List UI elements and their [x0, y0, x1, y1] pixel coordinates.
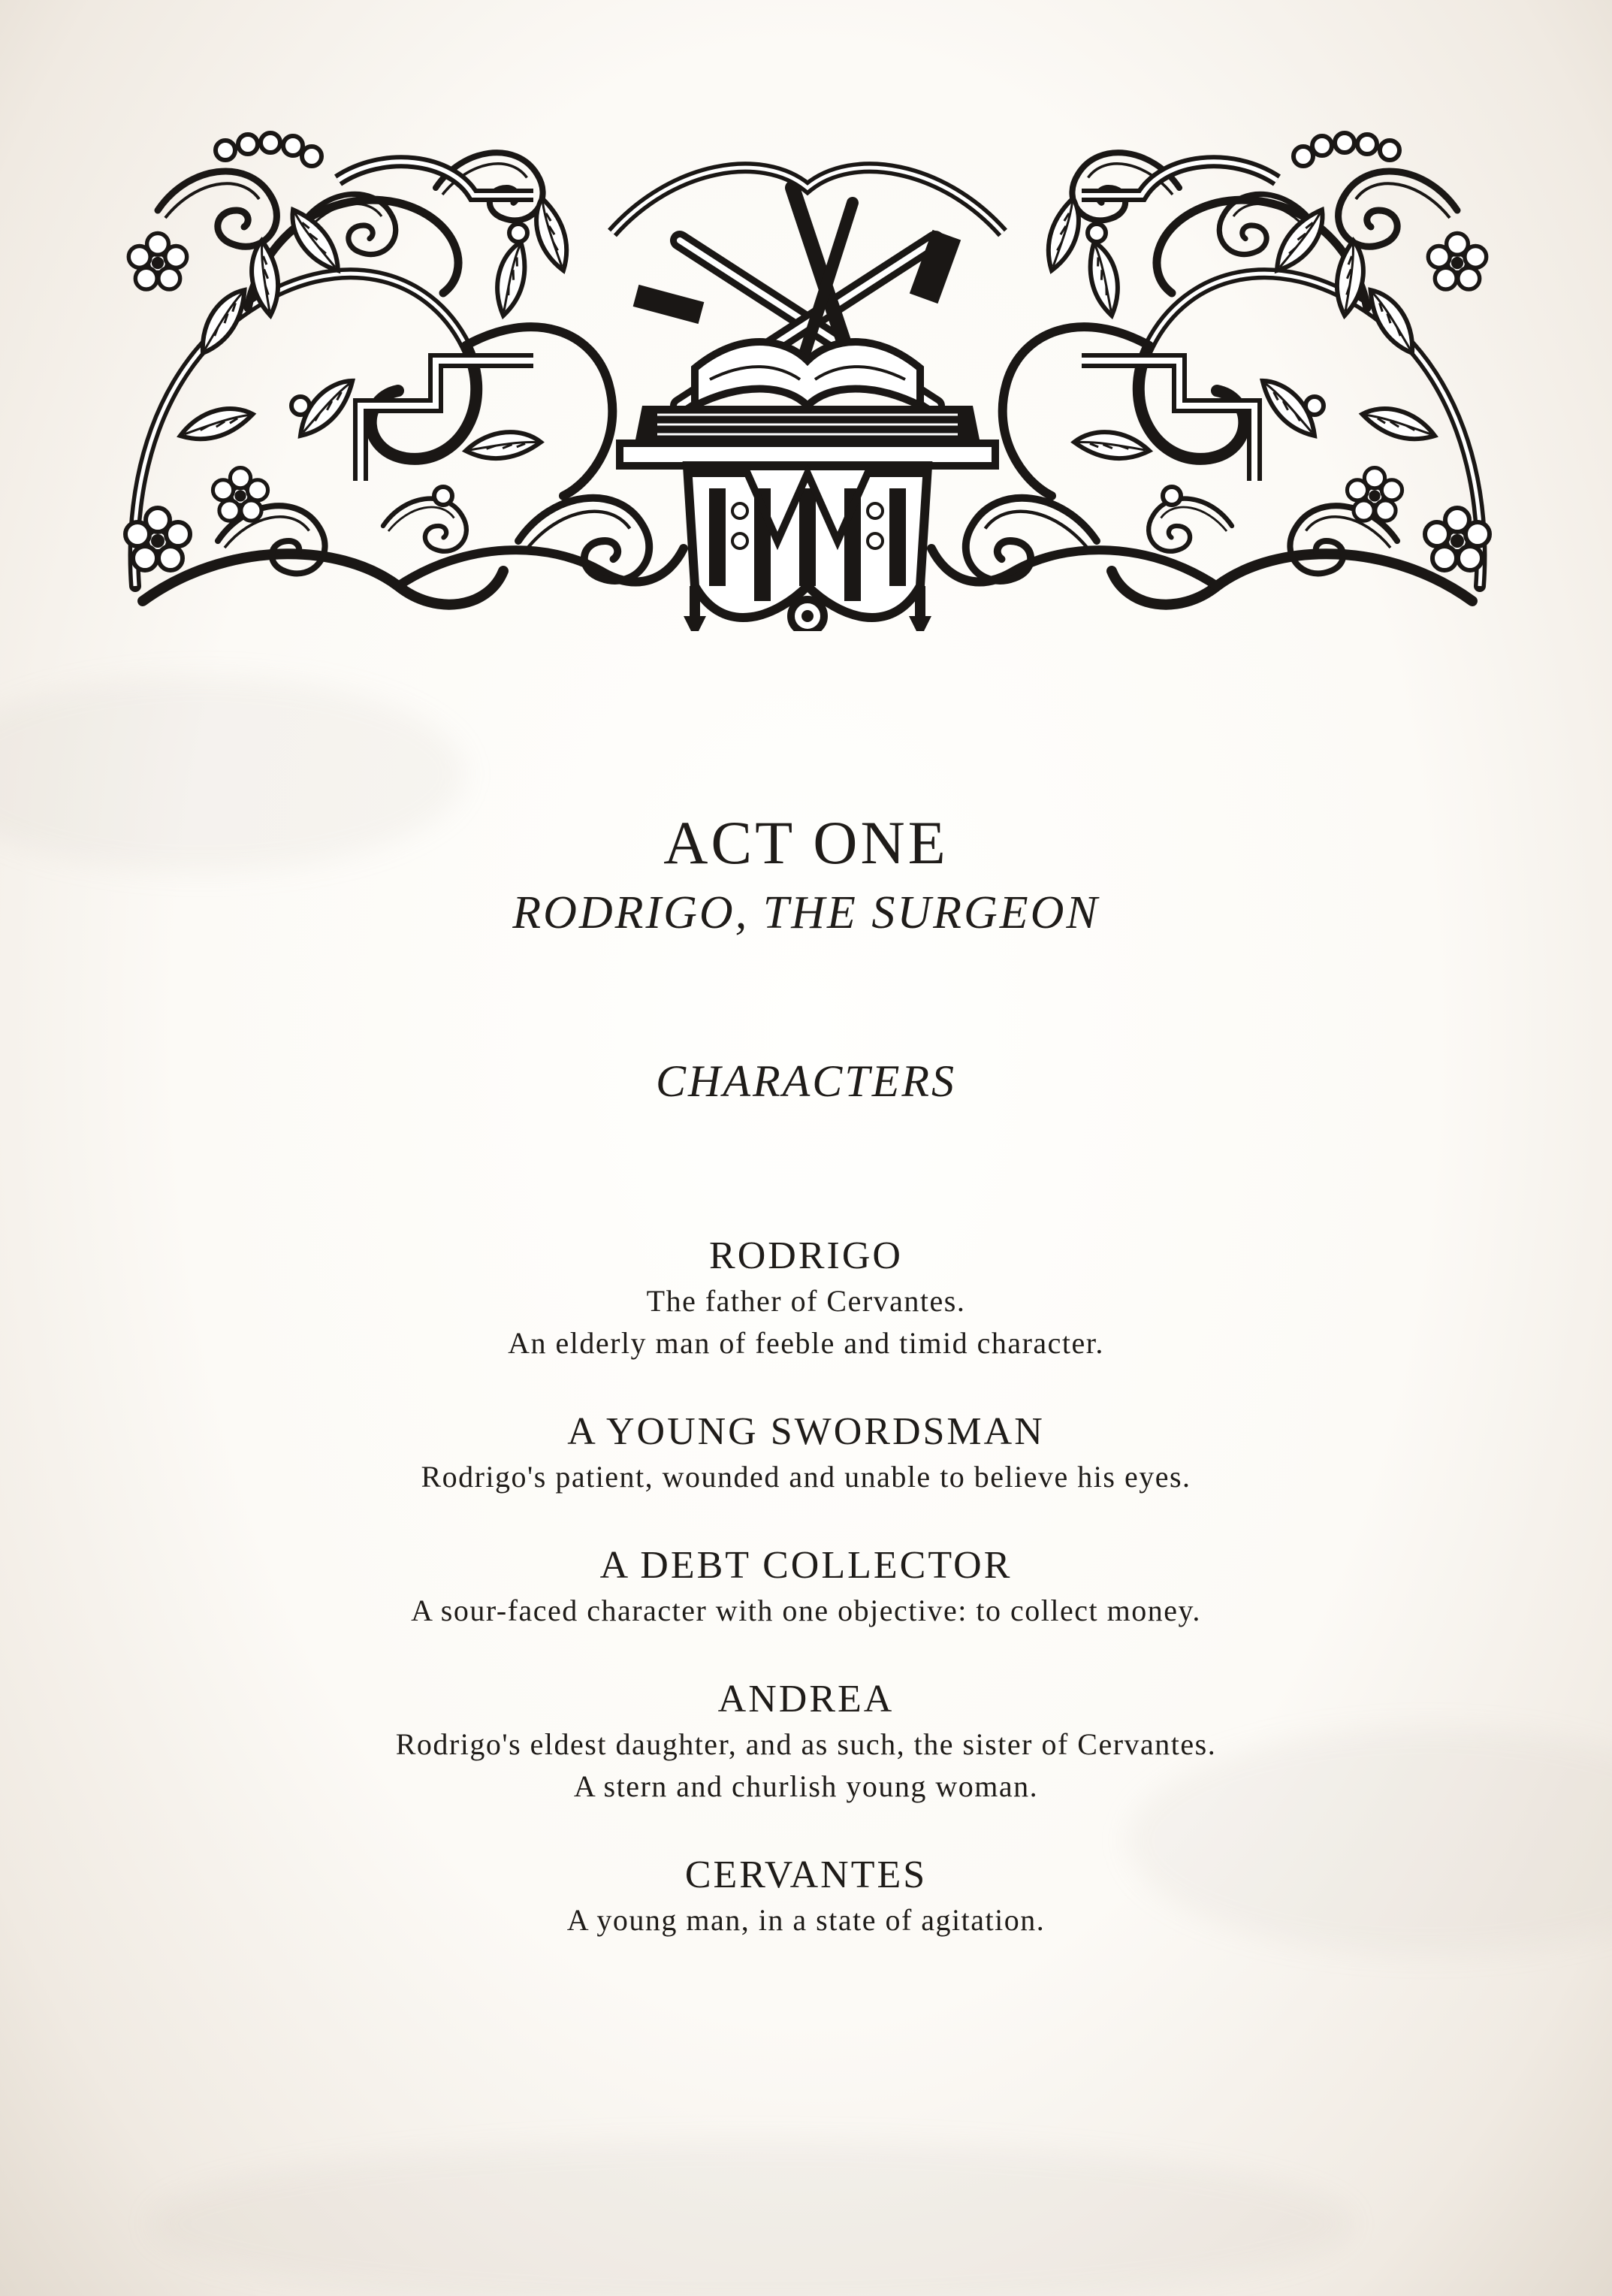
character-list	[0, 1232, 1612, 1941]
character-description: An elderly man of feeble and timid character.	[508, 1326, 1104, 1360]
act-title: ACT ONE	[663, 808, 949, 877]
character-name: RODRIGO	[709, 1234, 903, 1277]
character-description: A stern and churlish young woman.	[573, 1769, 1039, 1803]
character-entry	[0, 1542, 1612, 1632]
character-description: Rodrigo's patient, wounded and unable to believe his eyes.	[421, 1460, 1191, 1494]
character-description: The father of Cervantes.	[646, 1284, 966, 1318]
act-subtitle: RODRIGO, THE SURGEON	[512, 887, 1100, 938]
character-entry	[0, 1851, 1612, 1941]
characters-heading: CHARACTERS	[656, 1056, 956, 1106]
character-entry	[0, 1232, 1612, 1364]
character-name: CERVANTES	[684, 1853, 928, 1896]
character-name: A YOUNG SWORDSMAN	[567, 1410, 1045, 1453]
character-name: ANDREA	[717, 1678, 895, 1720]
character-description: A sour-faced character with one objective: to collect money.	[411, 1594, 1201, 1627]
character-description: A young man, in a state of agitation.	[566, 1903, 1046, 1937]
character-entry	[0, 1408, 1612, 1498]
engraved-header-ornament	[113, 120, 1502, 631]
paper-crease	[150, 2141, 1352, 2296]
character-description: Rodrigo's eldest daughter, and as such, the sister of Cervantes.	[395, 1727, 1217, 1761]
character-name: A DEBT COLLECTOR	[599, 1544, 1013, 1587]
character-entry	[0, 1675, 1612, 1808]
